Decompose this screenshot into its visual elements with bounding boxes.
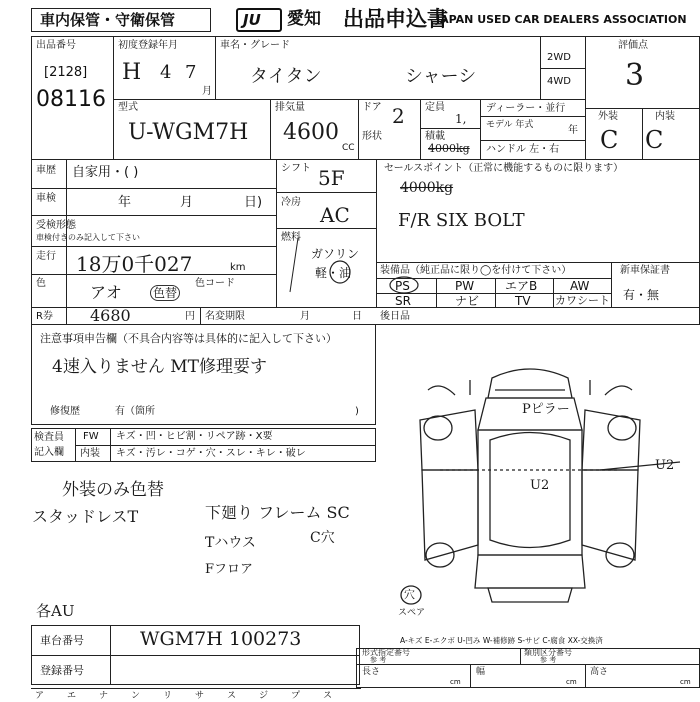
storage-tag-text: 車内保管・守衛保管 bbox=[40, 11, 176, 29]
equip-tv: TV bbox=[515, 294, 531, 308]
footer-cell: ス bbox=[323, 691, 333, 701]
shape-label: 形状 bbox=[362, 131, 382, 142]
color-change: 色替 bbox=[150, 285, 180, 301]
shift-value: 5F bbox=[318, 166, 345, 190]
diagram-cabin-note: U2 bbox=[530, 478, 550, 493]
load-label: 積載 bbox=[425, 131, 445, 142]
load-value: 4000kg bbox=[428, 142, 470, 155]
footer-cell: サ bbox=[195, 691, 205, 701]
footer-cell: ナ bbox=[99, 691, 109, 701]
height-label: 高さ bbox=[590, 667, 609, 677]
rating-ext-label: 外装 bbox=[598, 111, 618, 122]
insp-note-5: Fフロア bbox=[205, 562, 254, 577]
recycle-unit: 円 bbox=[185, 311, 195, 322]
registration-month: 7 bbox=[185, 62, 197, 83]
model-label: 型式 bbox=[118, 102, 138, 113]
lot-sub: [2128] bbox=[44, 65, 88, 80]
car-label: 車名・グレード bbox=[220, 40, 290, 51]
year-unit: 年 bbox=[568, 125, 578, 136]
insp-note-3: 下廻り フレーム SC bbox=[205, 503, 350, 522]
footer-row bbox=[31, 688, 361, 701]
association-name: JAPAN USED CAR DEALERS ASSOCIATION bbox=[436, 13, 687, 26]
footer-cell: エ bbox=[67, 691, 77, 701]
footer-cell: リ bbox=[163, 691, 173, 701]
insp-note-4: Tハウス bbox=[205, 535, 256, 551]
inspector-label-2: 記入欄 bbox=[34, 447, 64, 458]
equip-ps: PS bbox=[395, 279, 410, 293]
model-year-label: モデル 年式 bbox=[486, 120, 534, 130]
lot-label: 出品番号 bbox=[36, 40, 76, 51]
inspector-label-1: 検査員 bbox=[34, 432, 64, 443]
capacity-value: 1, bbox=[455, 112, 467, 126]
diagram-side-note: U2 bbox=[655, 458, 675, 473]
mileage-unit: km bbox=[230, 262, 246, 273]
inspector-row2: キズ・汚レ・コゲ・穴・スレ・キレ・破レ bbox=[116, 448, 306, 459]
handle-label: ハンドル 左・右 bbox=[486, 144, 560, 155]
door-count: 2 bbox=[392, 104, 405, 128]
damage-legend: A-キズ E-エクボ U-凹み W-補修跡 S-サビ C-腐食 XX-交換済 bbox=[400, 636, 603, 645]
notes-text: 4速入りません MT修理要す bbox=[52, 357, 267, 377]
form-title: 出品申込書 bbox=[343, 7, 448, 31]
drive-2wd: 2WD bbox=[547, 52, 571, 63]
insp-note-1: 外装のみ色替 bbox=[62, 480, 164, 500]
spare-label: スペア bbox=[398, 608, 426, 618]
height-unit: cm bbox=[680, 678, 691, 686]
deadline-label: 名変期限 bbox=[205, 311, 245, 322]
color-code-label: 色コード bbox=[195, 278, 235, 289]
equip-aw: AW bbox=[570, 279, 590, 293]
insp-note-2: スタッドレスT bbox=[32, 507, 139, 526]
spec-ref: 参 考 bbox=[370, 656, 387, 664]
door-label: ドア bbox=[362, 102, 382, 113]
form-note: 車検付きのみ記入して下さい bbox=[36, 233, 140, 242]
rating-int: C bbox=[645, 126, 664, 154]
shift-label: シフト bbox=[281, 163, 311, 174]
drive-4wd: 4WD bbox=[547, 76, 571, 87]
footer-cell: ジ bbox=[259, 691, 269, 701]
footer-cell: ス bbox=[227, 691, 237, 701]
deadline-month: 月 bbox=[300, 311, 310, 322]
width-unit: cm bbox=[566, 678, 577, 686]
insp-note-4b: C穴 bbox=[310, 530, 335, 546]
sales-struck: 4000kg bbox=[400, 180, 454, 196]
rating-label: 評価点 bbox=[618, 40, 648, 51]
color-label: 色 bbox=[36, 278, 46, 289]
rating-score: 3 bbox=[625, 58, 645, 93]
equipment-label: 装備品（純正品に限り◯を付けて下さい） bbox=[380, 265, 572, 276]
width-label: 幅 bbox=[476, 667, 486, 677]
sales-point: F/R SIX BOLT bbox=[398, 210, 525, 231]
color-value: アオ bbox=[90, 283, 122, 302]
class-label: 類別区分番号 bbox=[524, 648, 572, 657]
diagram-pillar-note: Pピラー bbox=[522, 402, 570, 417]
car-name: タイタン bbox=[250, 66, 322, 87]
mileage-value: 18万0千027 bbox=[76, 252, 193, 276]
dealer-label: ディーラー・並行 bbox=[486, 103, 566, 114]
shaken-year: 年 bbox=[118, 195, 132, 210]
car-grade: シャーシ bbox=[405, 66, 477, 87]
ac-value: AC bbox=[320, 203, 350, 227]
mileage-label: 走行 bbox=[36, 251, 56, 262]
repair-label: 修復歴 bbox=[50, 406, 80, 417]
length-label: 長さ bbox=[362, 667, 381, 677]
fuel-label: 燃料 bbox=[281, 232, 301, 243]
org-name: 愛知 bbox=[287, 9, 321, 29]
equip-pw: PW bbox=[455, 279, 475, 293]
disp-unit: CC bbox=[342, 143, 355, 153]
recycle-value: 4680 bbox=[90, 306, 131, 325]
insp-note-6: 各AU bbox=[36, 602, 75, 620]
history-value: 自家用・( ) bbox=[72, 165, 139, 180]
new-warranty-value: 有・無 bbox=[623, 288, 660, 302]
footer-cell: プ bbox=[291, 691, 301, 701]
spec-label: 形式指定番号 bbox=[362, 648, 410, 657]
chassis-value: WGM7H 100273 bbox=[140, 628, 302, 650]
after-label: 後日品 bbox=[380, 311, 410, 322]
rating-int-label: 内装 bbox=[655, 111, 675, 122]
shaken-label: 車検 bbox=[36, 193, 56, 204]
new-warranty-label: 新車保証書 bbox=[620, 265, 670, 276]
ac-label: 冷房 bbox=[281, 197, 301, 208]
chassis-label: 車台番号 bbox=[40, 634, 84, 647]
footer-cell: ン bbox=[131, 691, 141, 701]
length-unit: cm bbox=[450, 678, 461, 686]
inspector-row1: キズ・凹・ヒビ割・リペア跡・X要 bbox=[116, 431, 273, 442]
disp-value: 4600 bbox=[283, 120, 339, 145]
rating-ext: C bbox=[600, 126, 619, 154]
repair-close: ) bbox=[355, 406, 359, 417]
equip-navi: ナビ bbox=[455, 294, 480, 308]
registration-year: 4 bbox=[160, 62, 172, 83]
registration-era: H bbox=[122, 60, 142, 85]
reg-label: 登録番号 bbox=[40, 664, 84, 677]
registration-label: 初度登録年月 bbox=[118, 40, 178, 51]
form-label: 受検形態 bbox=[36, 220, 76, 231]
shaken-day: 日) bbox=[244, 195, 263, 210]
fuel-opts: ガソリン bbox=[311, 247, 360, 261]
repair-value: 有（箇所 bbox=[115, 406, 155, 417]
equip-sr: SR bbox=[395, 294, 411, 308]
footer-cell: ア bbox=[35, 691, 45, 701]
inspector-fw: FW bbox=[83, 431, 99, 442]
registration-month-unit: 月 bbox=[202, 86, 212, 97]
equip-airbag: エアB bbox=[505, 279, 538, 293]
disp-label: 排気量 bbox=[275, 102, 305, 113]
ju-logo-mark: JU bbox=[243, 11, 261, 29]
class-ref: 参 考 bbox=[540, 656, 557, 664]
sales-label: セールスポイント（正常に機能するものに限ります） bbox=[384, 163, 624, 174]
capacity-label: 定員 bbox=[425, 102, 445, 113]
equip-leather: カワシート bbox=[555, 294, 610, 307]
shaken-month: 月 bbox=[180, 195, 194, 210]
history-label: 車歴 bbox=[36, 165, 56, 176]
lot-number: 08116 bbox=[36, 87, 106, 112]
notes-label: 注意事項申告欄（不具合内容等は具体的に記入して下さい） bbox=[40, 332, 337, 345]
deadline-day: 日 bbox=[352, 311, 362, 322]
spare-mark: 穴 bbox=[404, 588, 415, 601]
fuel-opts2: 軽・油 bbox=[315, 266, 352, 280]
recycle-label: R券 bbox=[36, 311, 53, 322]
model-value: U-WGM7H bbox=[128, 120, 249, 145]
inspector-inner: 内装 bbox=[80, 448, 100, 459]
